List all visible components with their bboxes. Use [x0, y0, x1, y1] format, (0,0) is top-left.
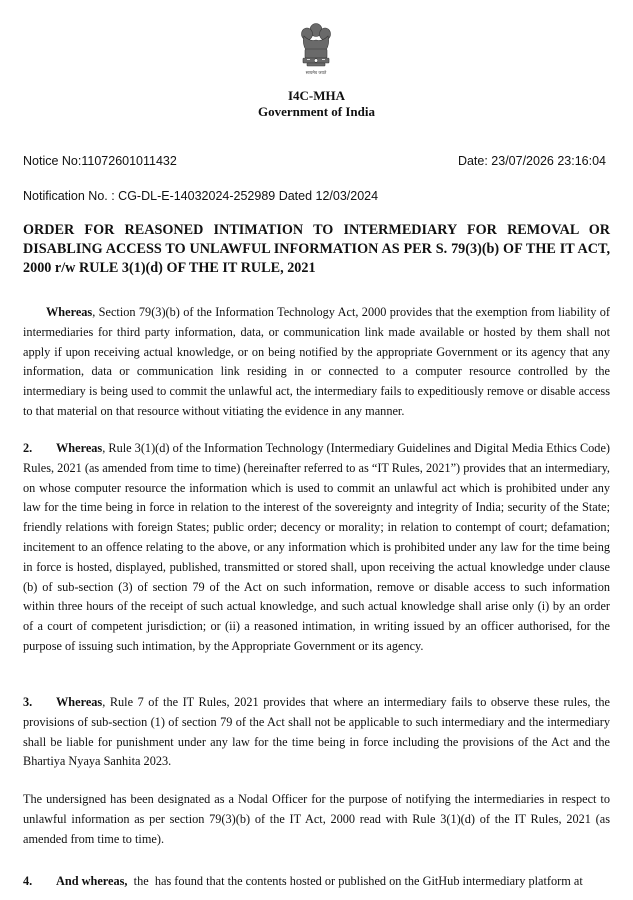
paragraph-lead: And whereas, — [56, 874, 128, 888]
notice-number: Notice No:11072601011432 — [23, 154, 177, 168]
paragraph-text: the has found that the contents hosted or published on the GitHub intermediary platform at — [127, 874, 583, 888]
paragraph-number: 3. — [23, 695, 33, 709]
government-name: Government of India — [258, 104, 375, 119]
paragraph-text: , Section 79(3)(b) of the Information Technology Act, 2000 provides that the exemption from liability of intermediaries for third party information, data, or communication link made available or hosted by them shall not apply if upon receiving actual knowledge, or on being notified by the appropriate Government or its agency that any information, data or communication link residing in or connected to a computer resource controlled by the intermediary is being used to commit the unlawful act, the intermediary fails to expeditiously remove or disable access to that material on that resource without vitiating the evidence in any manner. — [23, 305, 610, 418]
national-emblem-icon — [298, 22, 334, 78]
paragraph-lead: Whereas — [56, 695, 103, 709]
paragraph-3-rule-7 — [23, 693, 610, 772]
order-title: ORDER FOR REASONED INTIMATION TO INTERMEDIARY FOR REMOVAL OR DISABLING ACCESS TO UNLAWFUL INFORMATION AS PER S. 79(3)(b) OF THE IT ACT, 2000 r/w RULE 3(1)(d) OF THE IT RULE, 2021 — [23, 222, 610, 276]
paragraph-whereas-section-79 — [23, 303, 610, 422]
organization-name: I4C-MHA — [287, 88, 346, 103]
notice-date: Date: 23/07/2026 23:16:04 — [457, 154, 606, 168]
paragraph-2-rule-3 — [23, 439, 610, 657]
paragraph-4-and-whereas — [23, 872, 610, 892]
paragraph-text: , Rule 3(1)(d) of the Information Technology (Intermediary Guidelines and Digital Media Ethics Code) Rules, 2021 (as amended from time to time) (hereinafter referred to as “IT Rules, 2021”) provides that an intermediary, on whose computer resource the information which is used to commit an unlawful act which is prohibited under any law for the time being in force in relation to the interest of the sovereignty and integrity of India; security of the State; friendly relations with foreign States; public order; decency or morality; in relation to contempt of court; defamation; incitement to an offence relating to the above, or any information which is prohibited under any law for the time being in force is hosted, displayed, published, transmitted or stored shall, upon receiving the actual knowledge under clause (b) of sub-section (3) of section 79 of the Act on such information, remove or disable access to such information within three hours of the receipt of such actual knowledge, and such actual knowledge shall arise only (i) by an order of a court of competent jurisdiction; or (ii) a reasoned intimation, in writing issued by an officer authorised, for the purpose of issuing such intimation, by the Appropriate Government or its agency. — [23, 441, 610, 653]
paragraph-lead: Whereas — [46, 305, 93, 319]
paragraph-nodal-officer: The undersigned has been designated as a Nodal Officer for the purpose of notifying the intermediaries in respect to unlawful information as per section 79(3)(b) of the IT Act, 2000 read with Rule 3(1)(d) of the IT Rules, 2021 (as amended from time to time). — [23, 792, 610, 846]
paragraph-number: 4. — [23, 874, 33, 888]
emblem-caption: सत्यमेव जयते — [305, 70, 327, 75]
paragraph-number: 2. — [23, 441, 33, 455]
paragraph-lead: Whereas — [56, 441, 103, 455]
notification-number: Notification No. : CG-DL-E-14032024-252989 Dated 12/03/2024 — [23, 189, 379, 203]
paragraph-text: , Rule 7 of the IT Rules, 2021 provides that where an intermediary fails to observe these rules, the provisions of sub-section (1) of section 79 of the Act shall not be applicable to such intermediary and the intermediary shall be liable for punishment under any law for the time being in force including the provisions of the Act and the Bhartiya Nyaya Sanhita 2023. — [23, 695, 610, 769]
